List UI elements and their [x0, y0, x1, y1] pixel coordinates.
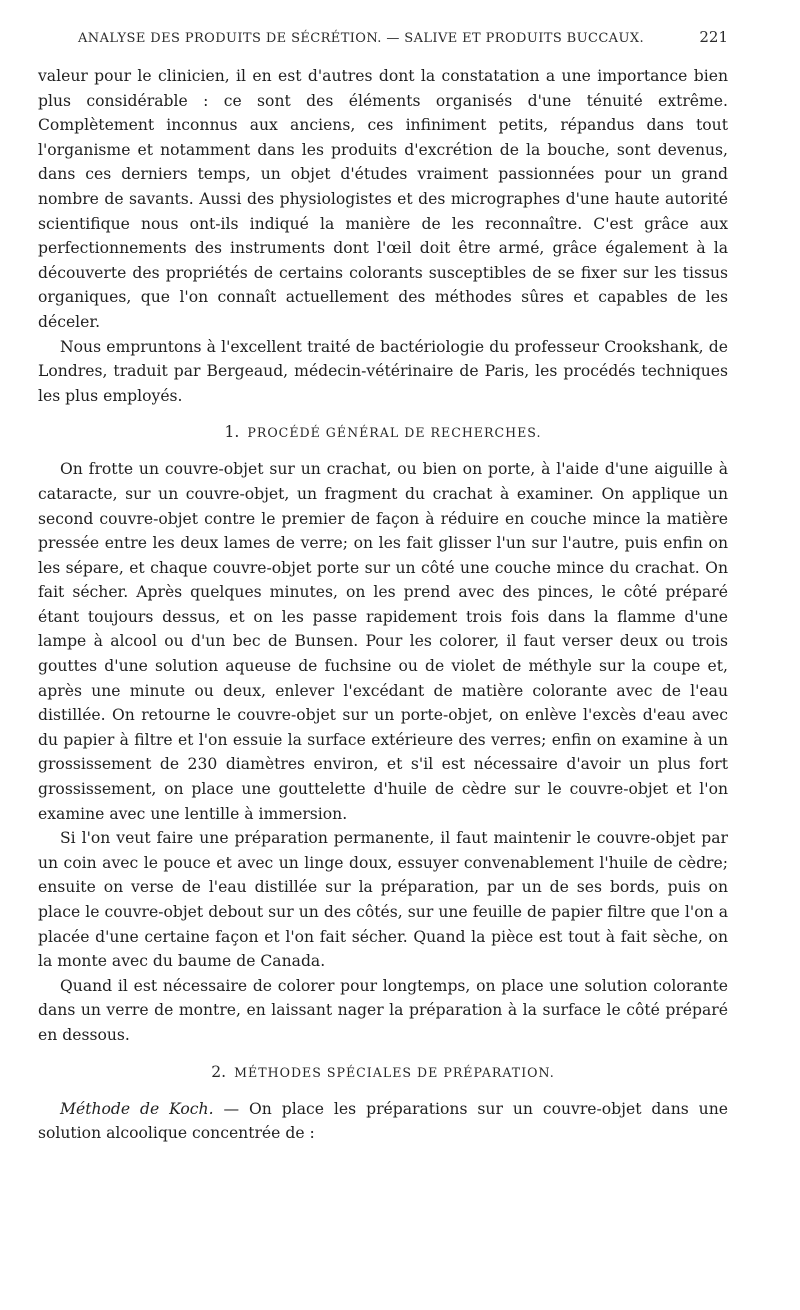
section-1-paragraph-1: On frotte un couvre-objet sur un crachat, ou bien on porte, à l'aide d'une aiguille à cataracte, sur un couvre-objet, un fragment du crachat à examiner. On applique un second couvre-objet contre le premier de façon à réduire en couche mince la matière pressée entre les deux lames de verre; on les fait glisser l'un sur l'autre, puis enfin on les sépare, et chaque couvre-objet porte sur un côté une couche mince du crachat. On fait sécher. Après quelques minutes, on les prend avec des pinces, le côté préparé étant toujours dessus, et on les passe rapidement trois fois dans la flamme d'une lampe à alcool ou d'un bec de Bunsen. Pour les colorer, il faut verser deux ou trois gouttes d'une solution aqueuse de fuchsine ou de violet de méthyle sur la coupe et, après une minute ou deux, enlever l'excédant de matière colorante avec de l'eau distillée. On retourne le couvre-objet sur un porte-objet, on enlève l'excès d'eau avec du papier à filtre et l'on essuie la surface extérieure des verres; enfin on examine à un grossissement de 230 diamètres environ, et s'il est nécessaire d'avoir un plus fort grossissement, on place une gouttelette d'huile de cèdre sur le couvre-objet et l'on examine avec une lentille à immersion.: [38, 460, 728, 823]
section-1-heading: [38, 421, 728, 444]
intro-paragraph-1: valeur pour le clinicien, il en est d'autres dont la constatation a une importance bien plus considérable : ce sont des éléments organisés d'une ténuité extrême. Complètement inconnus aux anciens, ces infiniment petits, répandus dans tout l'organisme et notamment dans les produits d'excrétion de la bouche, sont devenus, dans ces derniers temps, un objet d'études vraiment passionnées pour un grand nombre de savants. Aussi des physiologistes et des micrographes d'une haute autorité scientifique nous ont-ils indiqué la manière de les reconnaître. C'est grâce aux perfectionnements des instruments dont l'œil doit être armé, grâce également à la découverte des propriétés de certains colorants susceptibles de se fixer sur les tissus organiques, que l'on connaît actuellement des méthodes sûres et capables de les déceler.: [38, 67, 728, 331]
section-2-title: MÉTHODES SPÉCIALES DE PRÉPARATION.: [234, 1064, 555, 1080]
intro-paragraph-2: Nous empruntons à l'excellent traité de bactériologie du professeur Crookshank, de Londres, traduit par Bergeaud, médecin-vétérinaire de Paris, les procédés techniques les plus employés.: [38, 337, 728, 405]
running-title: ANALYSE DES PRODUITS DE SÉCRÉTION. — SALIVE ET PRODUITS BUCCAUX.: [78, 31, 645, 46]
koch-method-label: Méthode de Koch.: [60, 1099, 214, 1118]
koch-method-paragraph: [38, 1097, 728, 1146]
running-head: [78, 28, 728, 48]
page-number: 221: [699, 28, 728, 46]
section-1-number: 1.: [224, 423, 240, 442]
body-text: [38, 64, 728, 1146]
section-1-paragraph-2: Si l'on veut faire une préparation permanente, il faut maintenir le couvre-objet par un coin avec le pouce et avec un linge doux, essuyer convenablement l'huile de cèdre; ensuite on verse de l'eau distillée sur la préparation, par un de ses bords, puis on place le couvre-objet debout sur un des côtés, sur une feuille de papier filtre que l'on a placée d'une certaine façon et l'on fait sécher. Quand la pièce est tout à fait sèche, on la monte avec du baume de Canada.: [38, 829, 728, 971]
koch-method-text: — On place les préparations sur un couvre-objet dans une solution alcoolique concentrée de :: [38, 1099, 728, 1143]
section-2-number: 2.: [211, 1062, 227, 1081]
section-2-heading: [38, 1061, 728, 1084]
section-1-title: PROCÉDÉ GÉNÉRAL DE RECHERCHES.: [247, 425, 542, 441]
section-1-paragraph-3: Quand il est nécessaire de colorer pour longtemps, on place une solution colorante dans un verre de montre, en laissant nager la préparation à la surface le côté préparé en dessous.: [38, 976, 728, 1044]
book-page: [38, 28, 728, 1146]
